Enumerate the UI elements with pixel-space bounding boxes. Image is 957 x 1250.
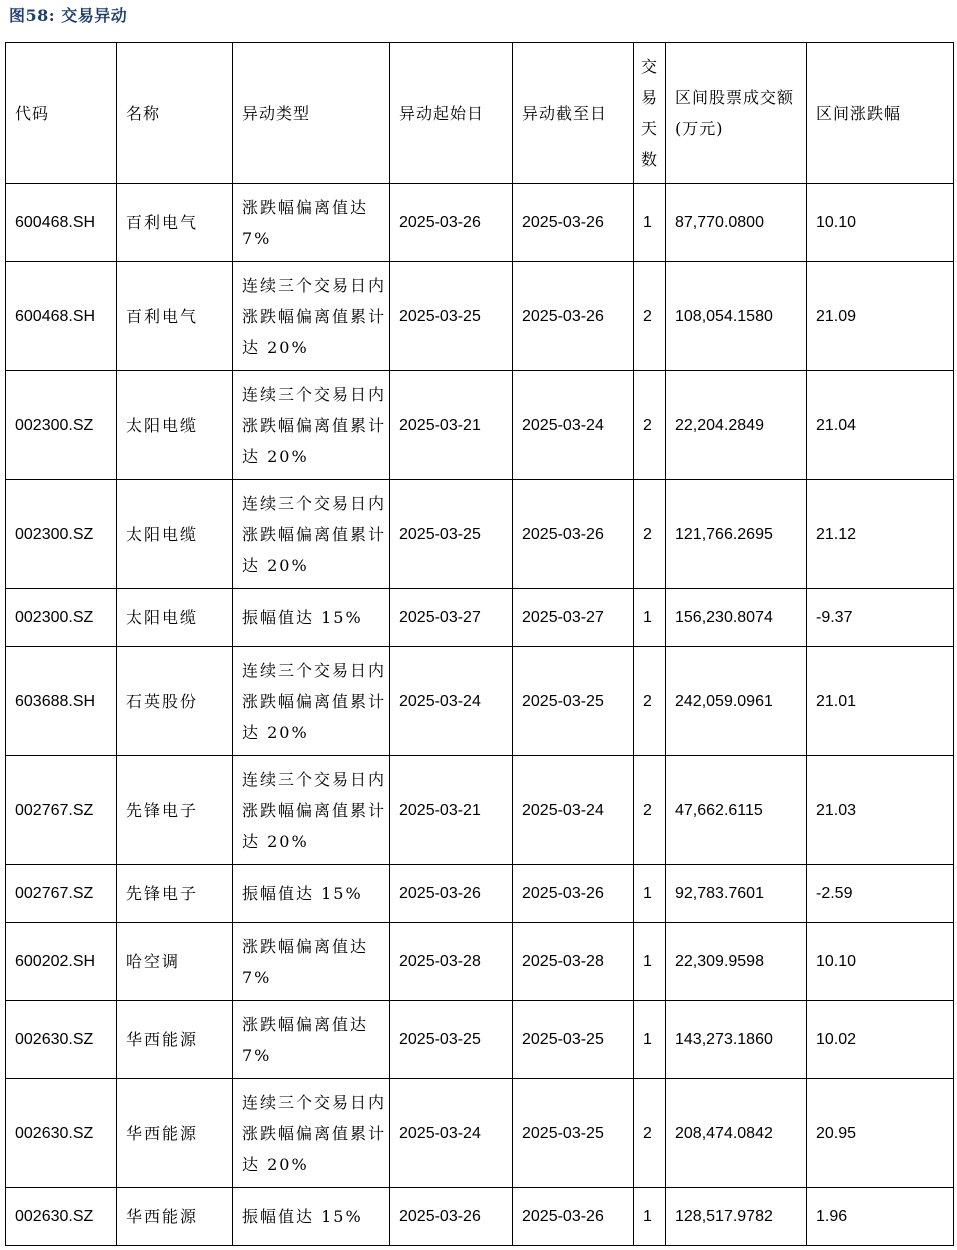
- cell-start-date: 2025-03-24: [390, 1079, 513, 1188]
- cell-trading-days: 1: [634, 1001, 666, 1079]
- cell-anomaly-type: 连续三个交易日内涨跌幅偏离值累计达 20%: [233, 647, 390, 756]
- header-name: 名称: [117, 43, 233, 184]
- cell-code: 002300.SZ: [6, 480, 117, 589]
- cell-range-change: 21.04: [807, 371, 954, 480]
- cell-trading-days: 2: [634, 371, 666, 480]
- cell-trading-days: 2: [634, 262, 666, 371]
- cell-range-change: 21.09: [807, 262, 954, 371]
- cell-range-change: 21.12: [807, 480, 954, 589]
- cell-name: 先锋电子: [117, 756, 233, 865]
- cell-name: 百利电气: [117, 184, 233, 262]
- cell-anomaly-type: 振幅值达 15%: [233, 1188, 390, 1246]
- table-header-row: [6, 43, 954, 184]
- table-row: [6, 923, 954, 1001]
- cell-code: 002630.SZ: [6, 1188, 117, 1246]
- cell-end-date: 2025-03-25: [513, 647, 634, 756]
- cell-end-date: 2025-03-28: [513, 923, 634, 1001]
- cell-code: 002630.SZ: [6, 1001, 117, 1079]
- cell-end-date: 2025-03-25: [513, 1001, 634, 1079]
- cell-code: 002300.SZ: [6, 371, 117, 480]
- cell-trading-days: 2: [634, 1079, 666, 1188]
- cell-code: 002300.SZ: [6, 589, 117, 647]
- cell-end-date: 2025-03-24: [513, 756, 634, 865]
- cell-start-date: 2025-03-21: [390, 756, 513, 865]
- cell-anomaly-type: 涨跌幅偏离值达 7%: [233, 1001, 390, 1079]
- cell-start-date: 2025-03-26: [390, 1188, 513, 1246]
- table-row: [6, 647, 954, 756]
- cell-range-change: 21.03: [807, 756, 954, 865]
- cell-trading-days: 1: [634, 1188, 666, 1246]
- cell-anomaly-type: 连续三个交易日内涨跌幅偏离值累计达 20%: [233, 1079, 390, 1188]
- cell-code: 603688.SH: [6, 647, 117, 756]
- cell-anomaly-type: 连续三个交易日内涨跌幅偏离值累计达 20%: [233, 371, 390, 480]
- table-row: [6, 184, 954, 262]
- cell-trading-days: 2: [634, 647, 666, 756]
- header-turnover: 区间股票成交额(万元): [666, 43, 807, 184]
- table-row: [6, 1001, 954, 1079]
- cell-code: 600468.SH: [6, 184, 117, 262]
- cell-trading-days: 1: [634, 923, 666, 1001]
- cell-start-date: 2025-03-26: [390, 865, 513, 923]
- cell-start-date: 2025-03-25: [390, 1001, 513, 1079]
- header-type: 异动类型: [233, 43, 390, 184]
- cell-turnover: 108,054.1580: [666, 262, 807, 371]
- table-row: [6, 589, 954, 647]
- cell-anomaly-type: 振幅值达 15%: [233, 589, 390, 647]
- header-start-date: 异动起始日: [390, 43, 513, 184]
- cell-turnover: 47,662.6115: [666, 756, 807, 865]
- cell-end-date: 2025-03-25: [513, 1079, 634, 1188]
- cell-trading-days: 2: [634, 756, 666, 865]
- header-end-date: 异动截至日: [513, 43, 634, 184]
- cell-end-date: 2025-03-26: [513, 184, 634, 262]
- cell-end-date: 2025-03-24: [513, 371, 634, 480]
- cell-turnover: 22,309.9598: [666, 923, 807, 1001]
- cell-name: 太阳电缆: [117, 589, 233, 647]
- cell-trading-days: 1: [634, 184, 666, 262]
- cell-end-date: 2025-03-26: [513, 1188, 634, 1246]
- cell-code: 002767.SZ: [6, 865, 117, 923]
- cell-trading-days: 1: [634, 865, 666, 923]
- cell-anomaly-type: 振幅值达 15%: [233, 865, 390, 923]
- cell-range-change: 10.10: [807, 184, 954, 262]
- cell-anomaly-type: 涨跌幅偏离值达 7%: [233, 923, 390, 1001]
- cell-code: 600202.SH: [6, 923, 117, 1001]
- cell-name: 华西能源: [117, 1079, 233, 1188]
- cell-code: 002767.SZ: [6, 756, 117, 865]
- header-range-change: 区间涨跌幅: [807, 43, 954, 184]
- cell-name: 先锋电子: [117, 865, 233, 923]
- cell-anomaly-type: 连续三个交易日内涨跌幅偏离值累计达 20%: [233, 480, 390, 589]
- table-body: [6, 184, 954, 1246]
- cell-start-date: 2025-03-26: [390, 184, 513, 262]
- cell-range-change: 21.01: [807, 647, 954, 756]
- cell-start-date: 2025-03-25: [390, 262, 513, 371]
- cell-range-change: -2.59: [807, 865, 954, 923]
- cell-turnover: 22,204.2849: [666, 371, 807, 480]
- table-row: [6, 1188, 954, 1246]
- cell-turnover: 156,230.8074: [666, 589, 807, 647]
- cell-range-change: 1.96: [807, 1188, 954, 1246]
- cell-name: 华西能源: [117, 1188, 233, 1246]
- table-row: [6, 480, 954, 589]
- cell-name: 百利电气: [117, 262, 233, 371]
- cell-code: 002630.SZ: [6, 1079, 117, 1188]
- cell-end-date: 2025-03-26: [513, 865, 634, 923]
- cell-range-change: 20.95: [807, 1079, 954, 1188]
- cell-range-change: 10.10: [807, 923, 954, 1001]
- cell-range-change: 10.02: [807, 1001, 954, 1079]
- cell-start-date: 2025-03-21: [390, 371, 513, 480]
- table-row: [6, 865, 954, 923]
- table-row: [6, 756, 954, 865]
- table-row: [6, 262, 954, 371]
- cell-turnover: 121,766.2695: [666, 480, 807, 589]
- figure-title: 图58: 交易异动: [9, 6, 128, 25]
- cell-start-date: 2025-03-25: [390, 480, 513, 589]
- cell-code: 600468.SH: [6, 262, 117, 371]
- cell-anomaly-type: 连续三个交易日内涨跌幅偏离值累计达 20%: [233, 262, 390, 371]
- cell-name: 太阳电缆: [117, 371, 233, 480]
- cell-anomaly-type: 涨跌幅偏离值达 7%: [233, 184, 390, 262]
- cell-range-change: -9.37: [807, 589, 954, 647]
- header-trading-days: 交易天数: [634, 43, 666, 184]
- cell-turnover: 92,783.7601: [666, 865, 807, 923]
- cell-start-date: 2025-03-28: [390, 923, 513, 1001]
- cell-turnover: 128,517.9782: [666, 1188, 807, 1246]
- cell-turnover: 242,059.0961: [666, 647, 807, 756]
- cell-start-date: 2025-03-24: [390, 647, 513, 756]
- cell-trading-days: 2: [634, 480, 666, 589]
- cell-name: 华西能源: [117, 1001, 233, 1079]
- cell-end-date: 2025-03-26: [513, 480, 634, 589]
- cell-end-date: 2025-03-26: [513, 262, 634, 371]
- table-row: [6, 1079, 954, 1188]
- cell-name: 石英股份: [117, 647, 233, 756]
- cell-anomaly-type: 连续三个交易日内涨跌幅偏离值累计达 20%: [233, 756, 390, 865]
- header-code: 代码: [6, 43, 117, 184]
- cell-turnover: 208,474.0842: [666, 1079, 807, 1188]
- cell-name: 哈空调: [117, 923, 233, 1001]
- cell-turnover: 143,273.1860: [666, 1001, 807, 1079]
- cell-end-date: 2025-03-27: [513, 589, 634, 647]
- cell-trading-days: 1: [634, 589, 666, 647]
- cell-start-date: 2025-03-27: [390, 589, 513, 647]
- table-row: [6, 371, 954, 480]
- cell-name: 太阳电缆: [117, 480, 233, 589]
- cell-turnover: 87,770.0800: [666, 184, 807, 262]
- trading-anomaly-table: [5, 42, 954, 1246]
